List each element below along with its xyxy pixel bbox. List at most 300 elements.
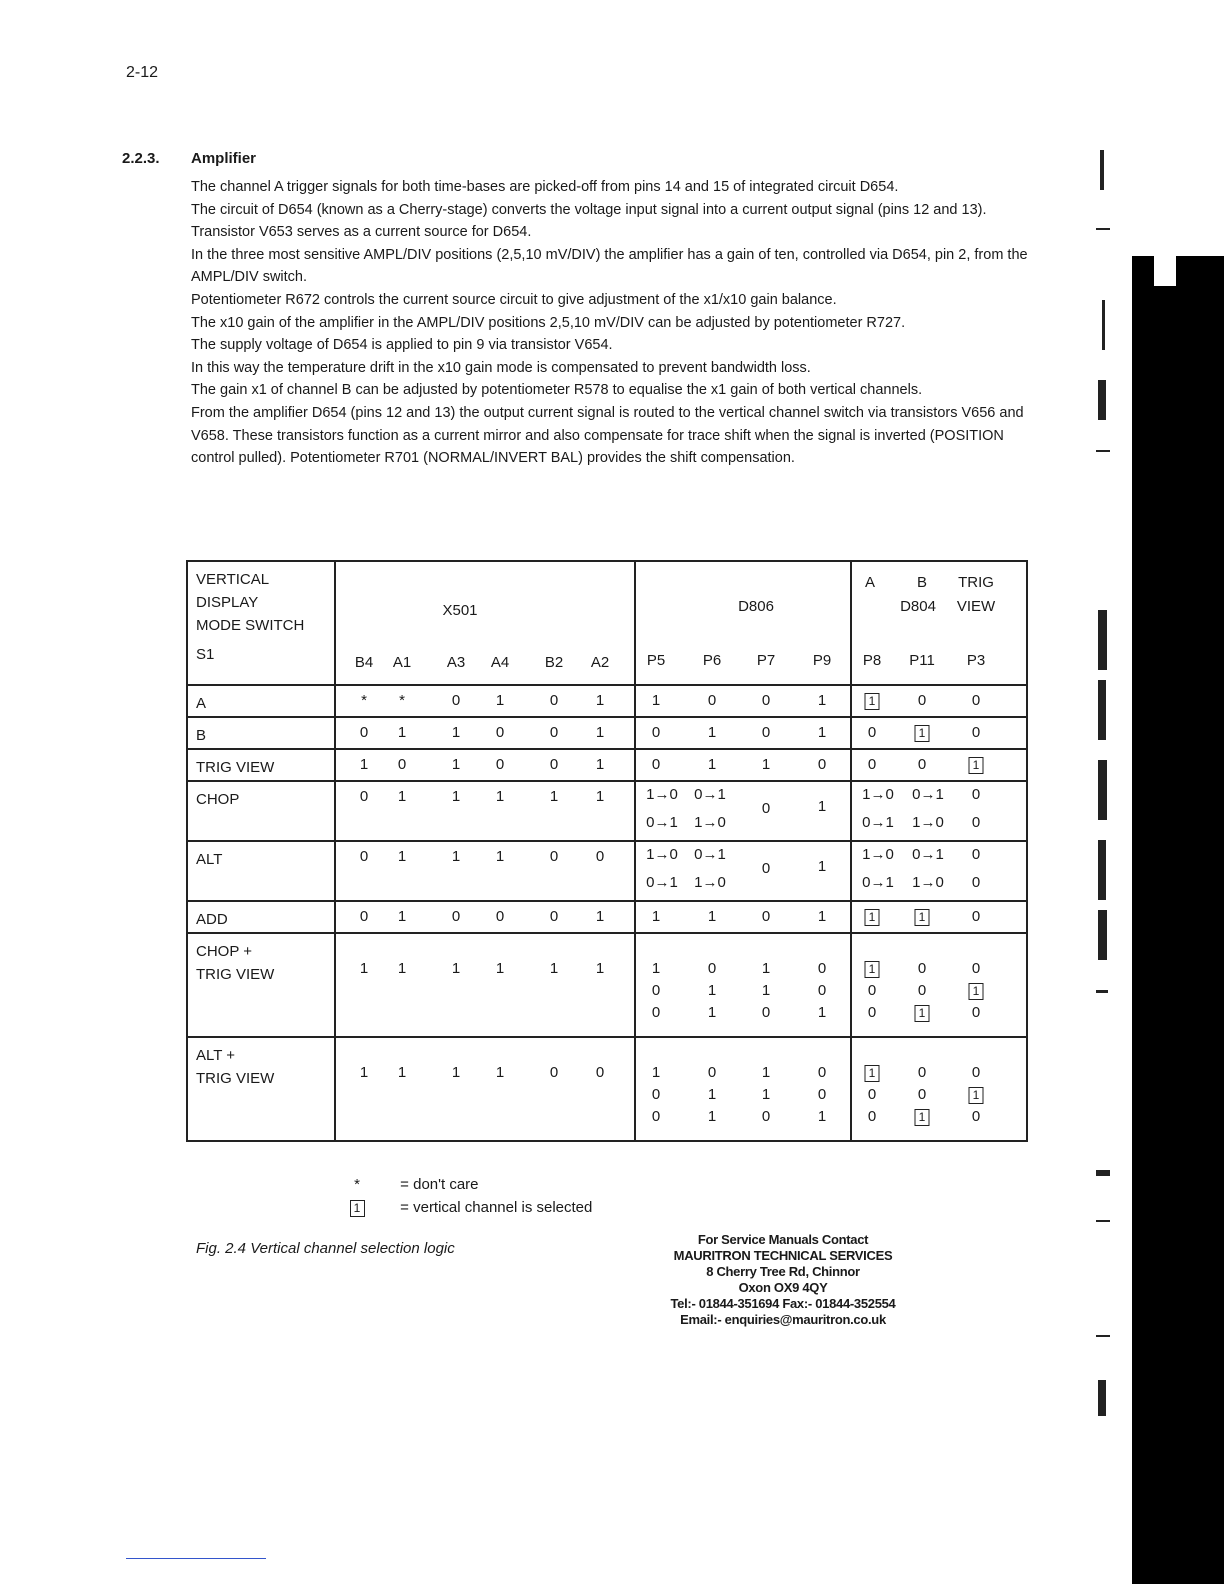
x501-cell [335,781,635,841]
table-value: 0 [817,756,827,773]
d804-cell [851,749,1027,781]
d806-cell [635,1037,851,1141]
table-value: 1 [549,788,559,805]
scan-edge-bar [1132,256,1224,1584]
mode-cell [187,781,335,841]
table-value: 0 [359,908,369,925]
legend-item [342,1176,592,1199]
table-value: 0 [651,1086,661,1103]
table-value: 1 [397,788,407,805]
x501-cell [335,1037,635,1141]
column-label: A2 [590,654,610,671]
table-value: 1 [595,756,605,773]
cell [336,902,634,932]
table-row [187,717,1027,749]
selected-box-icon: 1 [969,757,984,774]
table-value: 0 [971,960,981,977]
table-value: 0→1 [646,814,678,831]
d806-label: D806 [738,598,774,615]
table-value: 0 [761,860,771,877]
d804-cell [851,1037,1027,1141]
table-value [969,756,984,774]
cell [336,750,634,780]
selected-box-icon: 1 [915,909,930,926]
table-value: 1 [817,1108,827,1125]
column-label: P5 [646,652,666,669]
mode-text: TRIG VIEW [196,966,275,983]
table-value: 0 [917,1086,927,1103]
table-value: 0→1 [912,786,944,803]
mode-cell [187,901,335,933]
table-row [187,901,1027,933]
paragraph: The channel A trigger signals for both time-bases are picked-off from pins 14 and 15 of integrated circuit D654. [191,179,899,195]
x501-label: X501 [442,602,478,619]
column-label: P7 [756,652,776,669]
mode-text: ALT [196,851,223,868]
cell [636,718,850,748]
d806-cell [635,781,851,841]
cell [636,782,850,840]
cell [852,562,1026,684]
asterisk-symbol: * [354,1176,360,1193]
table-value: 0 [451,908,461,925]
table-value: 0 [867,724,877,741]
mode-cell [187,749,335,781]
table-value: 0 [761,908,771,925]
table-value: 1 [707,724,717,741]
mode-text: A [196,695,207,712]
cell [852,782,1026,840]
table-value: 1 [761,982,771,999]
table-value [969,1086,984,1104]
mode-text: ADD [196,911,228,928]
d806-cell [635,933,851,1037]
table-value: 1 [451,788,461,805]
mode-label [188,782,334,840]
table-header-row [187,561,1027,685]
scan-edge-marks [1088,140,1118,1580]
selected-box-icon: 1 [865,693,880,710]
x501-cell [335,749,635,781]
table-value: 0 [971,1064,981,1081]
legend-text: = vertical channel is selected [400,1199,593,1216]
header-text: VERTICAL [196,571,270,588]
page-number: 2-12 [126,64,159,81]
table-value: 1 [651,1064,661,1081]
table-value: 0 [971,786,981,803]
table-value: 1 [495,848,505,865]
table-value: 0→1 [694,846,726,863]
d806-cell [635,685,851,717]
table-value: 1→0 [912,814,944,831]
table-value: 0 [817,1064,827,1081]
selected-box-icon: 1 [969,1087,984,1104]
table-value [915,1004,930,1022]
cell [336,686,634,716]
paragraph: From the amplifier D654 (pins 12 and 13) the output current signal is routed to the vertical channel switch via transistors V656 and V658. These transistors function as a current mirror and also compensate for trace shift when the signal is inverted (POSITION control pulled). Potentiometer R701 (NORMAL/INVERT BAL) provides the shift compensation. [191,404,1024,467]
table-value: 0 [867,982,877,999]
d804-cell [851,841,1027,901]
mode-label [188,718,334,748]
mode-text: TRIG VIEW [196,1070,275,1087]
cell [636,842,850,900]
cell [636,902,850,932]
paragraph: In this way the temperature drift in the x10 gain mode is compensated to prevent bandwidth loss. [191,359,811,376]
table-value: 1 [595,960,605,977]
mode-label [188,686,334,716]
table-value: 1 [495,1064,505,1081]
table-value: 1 [495,788,505,805]
mode-text: ALT + [196,1047,236,1064]
stamp-line: Oxon OX9 4QY [738,1280,828,1295]
legend-text: = don't care [400,1176,479,1193]
table-value: 1 [707,1086,717,1103]
x501-cell [335,717,635,749]
table-value: 1 [451,1064,461,1081]
selected-box-icon: 1 [969,983,984,1000]
mode-cell [187,933,335,1037]
table-value: 0 [549,908,559,925]
paragraph: In the three most sensitive AMPL/DIV positions (2,5,10 mV/DIV) the amplifier has a gain of ten, controlled via D654, pin 2, from the AMPL/DIV switch. [191,246,1028,286]
mode-switch-header [187,561,335,685]
d806-cell [635,717,851,749]
table-value [865,960,880,978]
column-label: B4 [354,654,374,671]
table-value: 0 [451,692,461,709]
footer-link-line [126,1558,266,1559]
mode-cell [187,841,335,901]
cell [336,842,634,900]
table-value: 0 [971,874,981,891]
cell [852,842,1026,900]
table-value: 0 [707,1064,717,1081]
table-value: 0 [549,692,559,709]
table-value: 1 [817,798,827,815]
x501-cell [335,901,635,933]
table-row [187,749,1027,781]
table-value: 0→1 [912,846,944,863]
table-value: 1 [707,908,717,925]
table-value: 0 [397,756,407,773]
scan-edge-notch [1154,256,1176,286]
header-text: S1 [196,646,215,663]
table-value: 0 [761,1004,771,1021]
cell [852,686,1026,716]
table-value: 0 [359,724,369,741]
table-value [915,724,930,742]
selected-box-icon: 1 [865,961,880,978]
body-text [191,176,1031,470]
table-row [187,841,1027,901]
cell [636,1038,850,1140]
d806-header [635,561,851,685]
table-value [865,1064,880,1082]
table-value: 0 [971,1108,981,1125]
table-value: 0 [817,960,827,977]
table-value: 1→0 [694,814,726,831]
table-value: 0 [495,724,505,741]
table-value: 0 [971,846,981,863]
cell [336,782,634,840]
table-row [187,1037,1027,1141]
section-title: Amplifier [191,150,257,167]
paragraph: The supply voltage of D654 is applied to pin 9 via transistor V654. [191,337,613,354]
table-value: 1 [761,1064,771,1081]
table-value: 1 [817,724,827,741]
column-label: P9 [812,652,832,669]
table-value: 1 [397,960,407,977]
table-value: 0 [971,908,981,925]
selected-box-icon: 1 [915,1005,930,1022]
cell [336,718,634,748]
table-value: 1 [761,960,771,977]
table-value: 1 [359,756,369,773]
stamp-line: MAURITRON TECHNICAL SERVICES [673,1248,893,1263]
table-value: 1 [495,692,505,709]
paragraph: Potentiometer R672 controls the current source circuit to give adjustment of the x1/x10 gain balance. [191,291,837,308]
table-value: 1 [397,1064,407,1081]
cell [852,718,1026,748]
selected-box-icon: 1 [865,909,880,926]
header-text: MODE SWITCH [196,617,305,634]
x501-cell [335,841,635,901]
d804-label: D804 [900,598,936,615]
table-value: 0 [651,1108,661,1125]
d804-header [851,561,1027,685]
table-value: 0 [971,692,981,709]
table-value: 1 [817,858,827,875]
table-value: 1 [707,1004,717,1021]
selection-logic-table [186,560,1028,1142]
table-value [865,908,880,926]
table-value: 0→1 [862,814,894,831]
column-label: A1 [392,654,412,671]
cell [336,562,634,684]
table-value: 1 [451,848,461,865]
stamp-line: Tel:- 01844-351694 Fax:- 01844-352554 [670,1296,896,1311]
table-value: 0 [817,982,827,999]
table-value: 0→1 [694,786,726,803]
table-value: 1 [651,692,661,709]
table-value: 1 [359,1064,369,1081]
table-value: 0 [495,756,505,773]
table-value [915,908,930,926]
column-label: A3 [446,654,466,671]
mode-text: TRIG VIEW [196,759,275,776]
column-label: B2 [544,654,564,671]
table-value: 1 [817,908,827,925]
column-label: TRIG [958,574,994,591]
table-value: 1 [451,756,461,773]
column-label: P3 [966,652,986,669]
table-value: 0 [651,756,661,773]
column-label: P8 [862,652,882,669]
mode-cell [187,1037,335,1141]
d806-cell [635,841,851,901]
table-value [969,982,984,1000]
legend [342,1176,592,1222]
table-value: 1 [707,982,717,999]
table-row [187,933,1027,1037]
table-value: 1 [651,908,661,925]
table-value: 1→0 [862,786,894,803]
d804-cell [851,717,1027,749]
table-value: 0 [761,692,771,709]
x501-cell [335,685,635,717]
table-value: 0 [867,1086,877,1103]
table-value: * [399,692,405,709]
cell [636,750,850,780]
column-label: A4 [490,654,510,671]
table-value: 0 [359,788,369,805]
table-value: 0 [917,692,927,709]
cell [852,750,1026,780]
mode-cell [187,685,335,717]
table-value: 1 [595,788,605,805]
table-value: 0 [971,814,981,831]
d804-cell [851,685,1027,717]
x501-header [335,561,635,685]
selected-box-icon: 1 [915,725,930,742]
table-value: 1 [595,724,605,741]
mode-text: CHOP [196,791,240,808]
mode-text: CHOP + [196,943,252,960]
table-value: 1→0 [646,846,678,863]
d806-cell [635,749,851,781]
cell [636,562,850,684]
mode-text: B [196,727,207,744]
table-value: 0 [867,1004,877,1021]
cell [852,934,1026,1036]
table-value: 0 [549,1064,559,1081]
table-value: 0→1 [646,874,678,891]
table-value: 0 [917,960,927,977]
view-label: VIEW [956,598,996,615]
table-value: 1→0 [646,786,678,803]
stamp-line: 8 Cherry Tree Rd, Chinnor [706,1264,860,1279]
section-number: 2.2.3. [122,150,160,167]
mode-label [188,934,334,1036]
table-value: 1 [817,692,827,709]
table-value: 0 [549,848,559,865]
mode-cell [187,717,335,749]
figure-caption: Fig. 2.4 Vertical channel selection logic [196,1240,455,1257]
table-value: 1→0 [694,874,726,891]
table-value: 0 [707,960,717,977]
table-value: 1 [397,908,407,925]
table-value: 0 [761,724,771,741]
table-value: 1 [595,908,605,925]
column-label: B [916,574,928,591]
table-value: 0→1 [862,874,894,891]
table-value: 0 [761,1108,771,1125]
table-value: 1 [651,960,661,977]
cell [852,902,1026,932]
table-row [187,781,1027,841]
table-value: 1→0 [912,874,944,891]
selected-box-icon: 1 [865,1065,880,1082]
table-value: 0 [549,756,559,773]
table-value: 1 [397,848,407,865]
column-label: A [864,574,876,591]
legend-item [342,1199,592,1222]
table-value: 0 [867,1108,877,1125]
table-value: 1 [359,960,369,977]
table-value: 0 [549,724,559,741]
table-value: 0 [917,756,927,773]
table-value: 0 [651,1004,661,1021]
paragraph: The circuit of D654 (known as a Cherry-stage) converts the voltage input signal into a current output signal (pins 12 and 13). Transistor V653 serves as a current source for D654. [191,201,987,241]
header-text: DISPLAY [196,594,259,611]
table-value: 1 [549,960,559,977]
mode-switch-label [188,562,334,672]
table-value: 1 [707,756,717,773]
table-value: 0 [707,692,717,709]
d804-cell [851,901,1027,933]
contact-stamp [668,1232,898,1328]
mode-label [188,1038,334,1140]
paragraph: The x10 gain of the amplifier in the AMPL/DIV positions 2,5,10 mV/DIV can be adjusted by potentiometer R727. [191,314,906,331]
d806-cell [635,901,851,933]
column-label: P11 [909,652,935,669]
paragraph: The gain x1 of channel B can be adjusted by potentiometer R578 to equalise the x1 gain of both vertical channels. [191,382,923,399]
table-value: 1 [761,1086,771,1103]
table-value: 0 [867,756,877,773]
table-value: 0 [917,1064,927,1081]
table-value: * [361,692,367,709]
cell [852,1038,1026,1140]
mode-label [188,902,334,932]
cell [336,1038,634,1140]
x501-cell [335,933,635,1037]
table-value: 0 [971,1004,981,1021]
table-value: 1 [817,1004,827,1021]
table-value [915,1108,930,1126]
table-value: 0 [651,724,661,741]
mode-label [188,750,334,780]
table-row [187,685,1027,717]
selected-box-icon: 1 [350,1200,365,1217]
stamp-line: For Service Manuals Contact [697,1232,869,1247]
table-value: 0 [651,982,661,999]
table-value [865,692,880,710]
mode-label [188,842,334,900]
table-value: 1 [451,724,461,741]
table-value: 0 [359,848,369,865]
table-value: 1 [595,692,605,709]
table-value: 0 [495,908,505,925]
cell [636,934,850,1036]
table-value: 1 [397,724,407,741]
selected-box-icon: 1 [915,1109,930,1126]
table-value: 0 [917,982,927,999]
d804-cell [851,781,1027,841]
table-value: 0 [595,1064,605,1081]
table-value: 0 [761,800,771,817]
table-value: 0 [817,1086,827,1103]
table-value: 1→0 [862,846,894,863]
d804-cell [851,933,1027,1037]
table-value: 1 [495,960,505,977]
column-label: P6 [702,652,722,669]
table-value: 1 [451,960,461,977]
cell [336,934,634,1036]
table-value: 0 [595,848,605,865]
table-value: 0 [971,724,981,741]
table-value: 1 [707,1108,717,1125]
table-value: 1 [761,756,771,773]
cell [636,686,850,716]
